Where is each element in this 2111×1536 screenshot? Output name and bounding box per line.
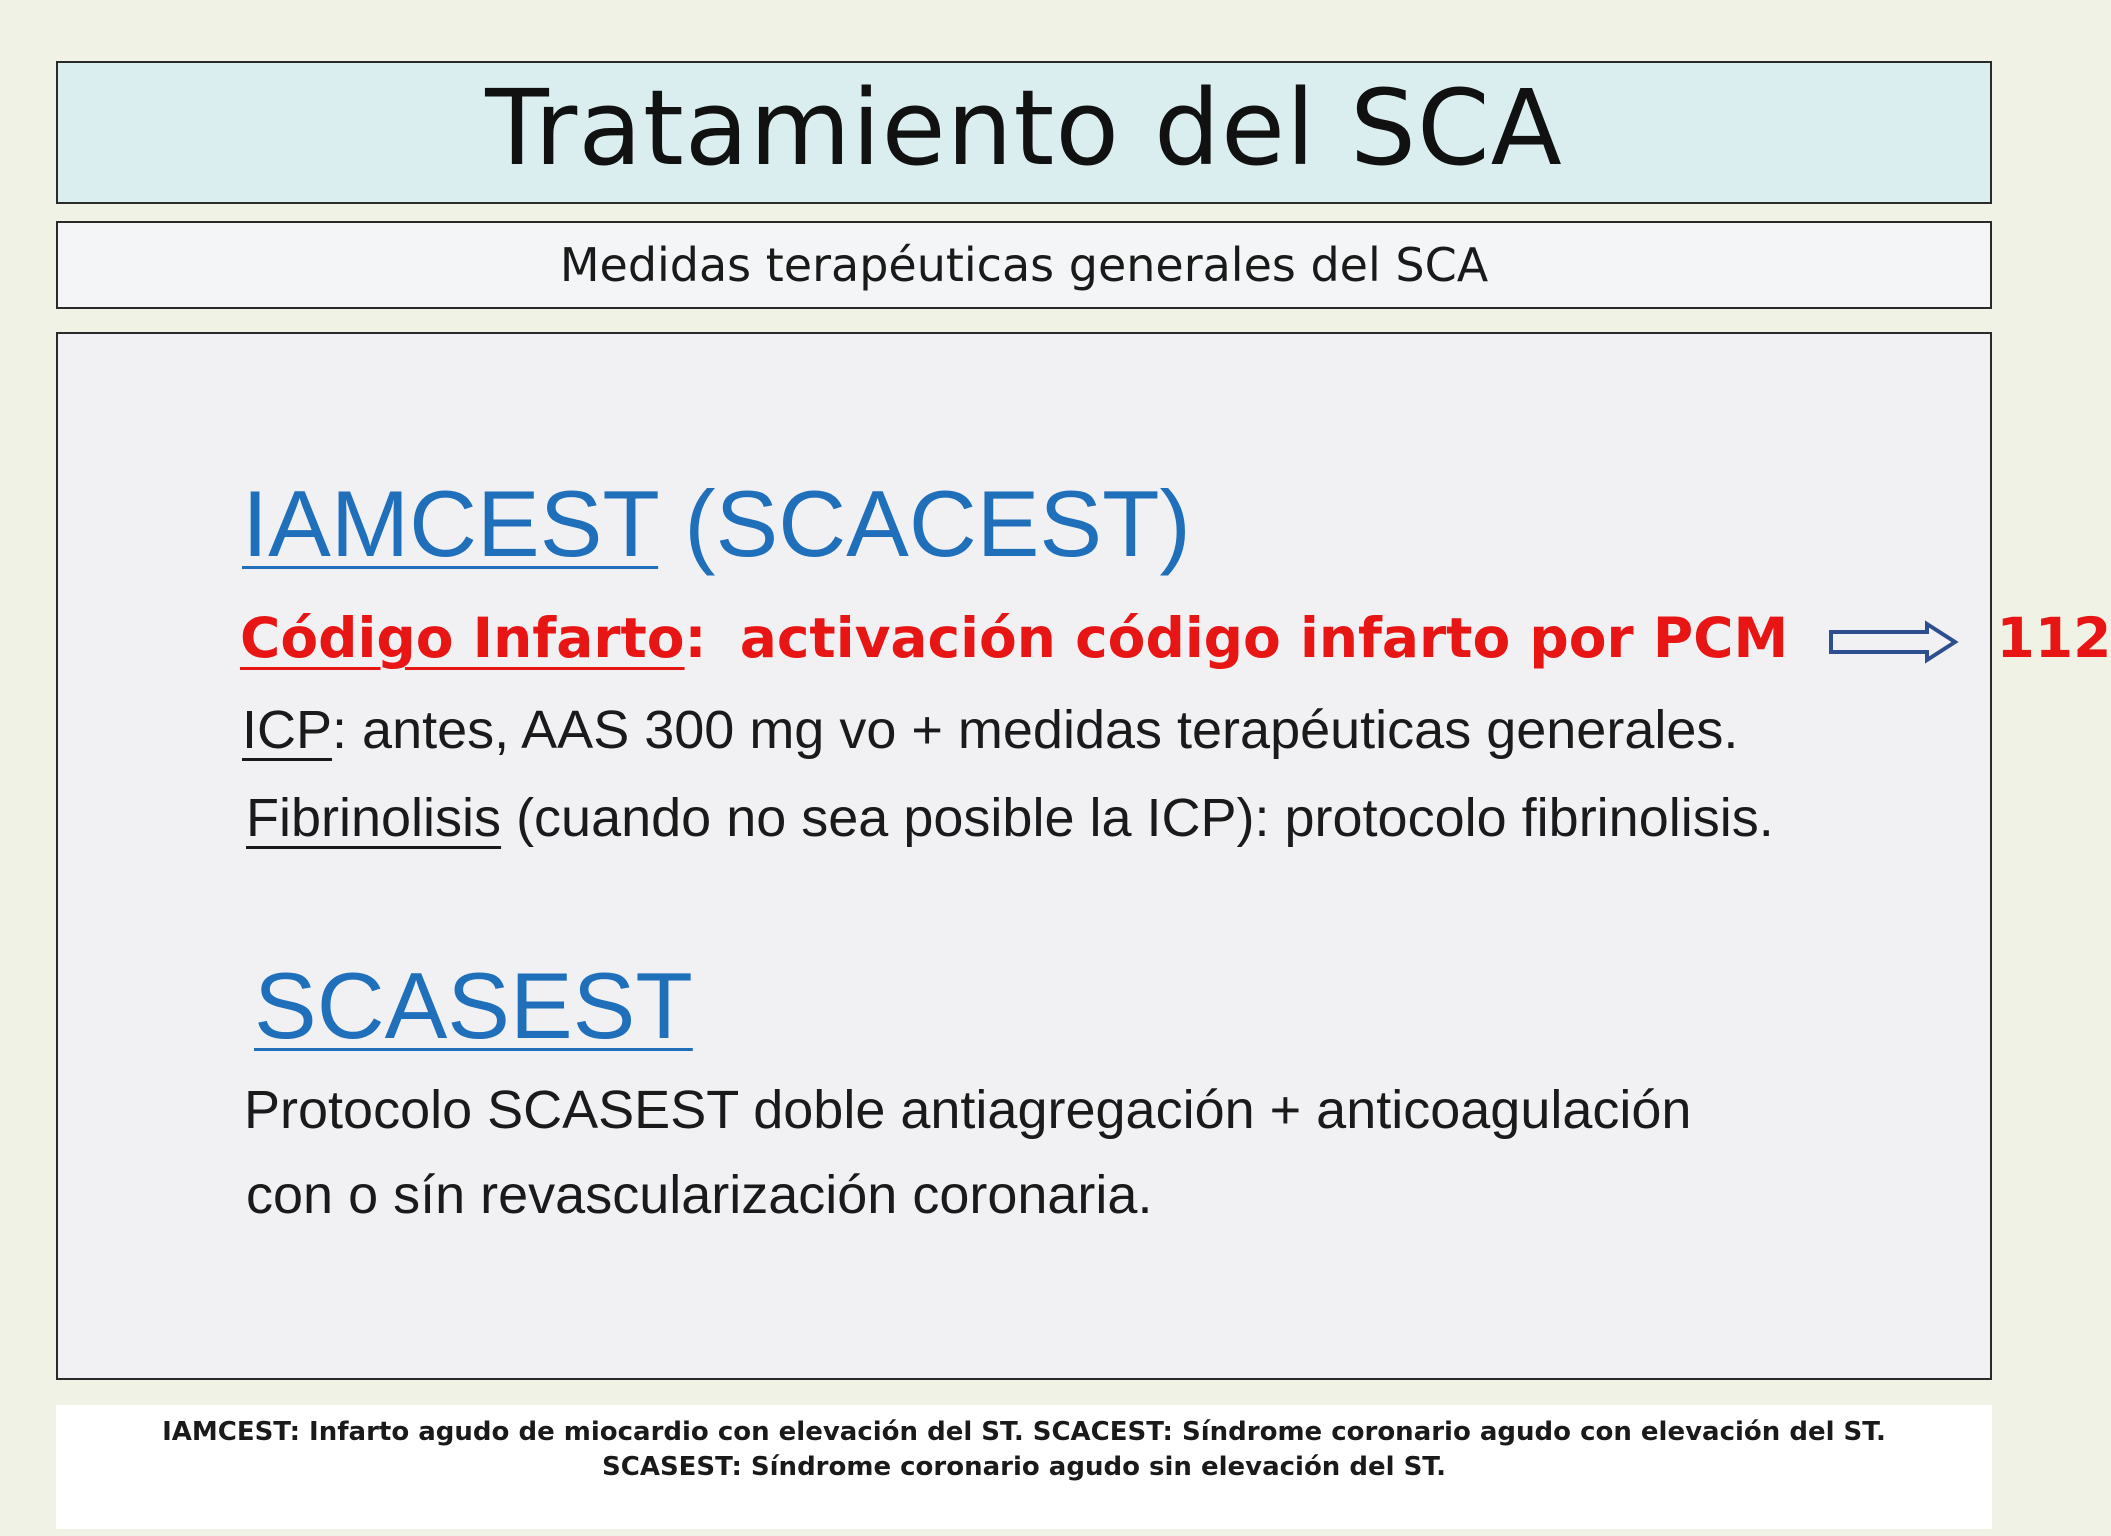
scasest-line-2: con o sín revascularización coronaria. [246, 1165, 1153, 1225]
codigo-infarto-colon: : [684, 606, 707, 670]
fibrinolisis-line [246, 787, 1774, 849]
iamcest-heading-rest: (SCACEST) [684, 471, 1191, 576]
codigo-infarto-text: activación código infarto por PCM [739, 606, 1789, 670]
scasest-heading [254, 952, 693, 1060]
title-banner [56, 61, 1992, 204]
iamcest-heading-link: IAMCEST [242, 471, 659, 576]
slide-subtitle: Medidas terapéuticas generales del SCA [559, 238, 1489, 292]
emergency-number: 112 [1996, 606, 2111, 670]
footnote-line-2: SCASEST: Síndrome coronario agudo sin elevación del ST. [602, 1452, 1446, 1482]
fibrinolisis-text: (cuando no sea posible la ICP): protocolo fibrinolisis. [501, 788, 1774, 848]
codigo-infarto-label: Código Infarto [240, 606, 685, 670]
scasest-heading-link: SCASEST [254, 953, 693, 1058]
codigo-infarto-line [240, 606, 2111, 670]
footnote-line-1: IAMCEST: Infarto agudo de miocardio con elevación del ST. SCACEST: Síndrome coronario agudo con elevación del ST. [162, 1417, 1886, 1447]
icp-text: : antes, AAS 300 mg vo + medidas terapéuticas generales. [332, 700, 1739, 760]
icp-line [242, 699, 1738, 761]
slide-title: Tratamiento del SCA [485, 66, 1563, 189]
scasest-line-1: Protocolo SCASEST doble antiagregación + anticoagulación [244, 1080, 1692, 1140]
double-right-arrow-icon [1829, 622, 1959, 662]
footnote-box [56, 1405, 1992, 1529]
iamcest-heading [242, 470, 1191, 578]
subtitle-banner [56, 221, 1992, 309]
icp-label: ICP [242, 700, 333, 760]
fibrinolisis-label: Fibrinolisis [246, 788, 502, 848]
content-panel [56, 332, 2111, 1380]
